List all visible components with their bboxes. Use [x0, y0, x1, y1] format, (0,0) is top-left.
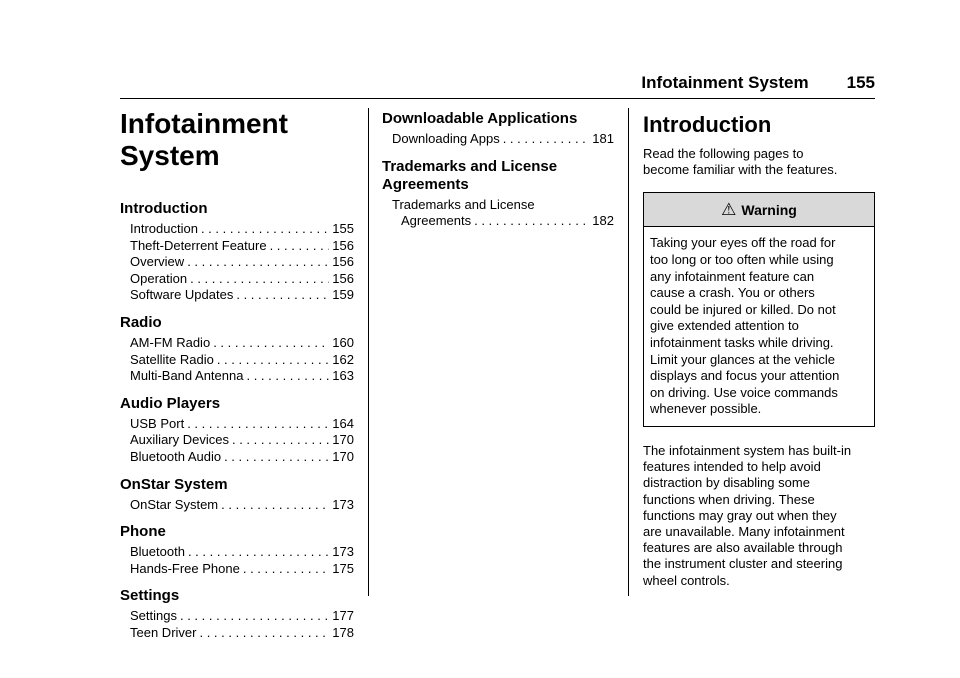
toc-entry-page: 164 — [332, 415, 354, 431]
column-divider — [368, 108, 369, 596]
column-divider — [628, 108, 629, 596]
toc-section-title: OnStar System — [120, 475, 228, 493]
toc-entry-label: Overview — [130, 254, 185, 270]
toc-leader-dots — [180, 608, 329, 625]
toc-entry-page: 160 — [332, 334, 354, 350]
text-line: the instrument cluster and steering — [643, 556, 843, 572]
warning-line: on driving. Use voice commands — [650, 384, 838, 400]
toc-entry-label: Software Updates — [130, 287, 234, 303]
toc-section-title-line: Trademarks and License — [382, 157, 558, 175]
toc-entry-page: 156 — [332, 270, 354, 286]
chapter-title-line: Infotainment — [120, 108, 288, 139]
text-line: features intended to help avoid — [643, 459, 821, 475]
page-header — [641, 73, 875, 93]
toc-section-title — [382, 158, 614, 194]
warning-line: too long or too often while using — [650, 252, 834, 267]
toc-entry[interactable] — [120, 497, 354, 514]
toc-entry-page: 182 — [592, 213, 614, 229]
toc-entry-page: 159 — [332, 287, 354, 303]
toc-entry-label: Operation — [130, 270, 188, 286]
page-number: 155 — [846, 73, 875, 92]
toc-entry[interactable] — [120, 368, 354, 385]
toc-entry[interactable] — [120, 271, 354, 288]
toc-entry[interactable] — [120, 352, 354, 369]
toc-entry-label: OnStar System — [130, 496, 219, 512]
toc-section-title: Introduction — [120, 200, 208, 217]
toc-entry-page: 170 — [332, 432, 354, 448]
toc-entry[interactable] — [120, 287, 354, 304]
chapter-title — [120, 108, 354, 172]
warning-box — [643, 192, 875, 427]
toc-leader-dots — [217, 352, 329, 369]
toc-entry-label: Bluetooth — [130, 544, 185, 560]
warning-line: Limit your glances at the vehicle — [650, 351, 835, 367]
toc-section-title: Radio — [120, 313, 162, 331]
toc-leader-dots — [246, 368, 329, 385]
text-line: are unavailable. Many infotainment — [643, 523, 845, 539]
toc-entry-label: Hands-Free Phone — [130, 560, 240, 576]
toc-entry[interactable] — [120, 221, 354, 238]
warning-header — [644, 193, 874, 227]
toc-entry[interactable] — [120, 238, 354, 255]
toc-entry-label: Auxiliary Devices — [130, 432, 229, 448]
toc-entry[interactable] — [382, 213, 614, 230]
toc-entry-page: 170 — [332, 448, 354, 464]
warning-triangle-icon: ⚠ — [721, 199, 737, 219]
toc-entry-page: 155 — [332, 221, 354, 236]
intro-column — [643, 108, 875, 589]
toc-entry-label: AM-FM Radio — [130, 334, 211, 350]
toc-entry[interactable] — [120, 625, 354, 642]
toc-entry-page: 163 — [332, 368, 354, 384]
toc-entry-page: 175 — [332, 560, 354, 576]
toc-entry[interactable] — [120, 449, 354, 466]
toc-entry-page: 173 — [332, 544, 354, 560]
toc-section-title: Phone — [120, 523, 166, 541]
toc-leader-dots — [224, 449, 329, 466]
toc-entry-first-line[interactable]: Trademarks and License — [392, 196, 535, 212]
text-line: functions may gray out when they — [643, 507, 837, 523]
toc-section-title: Audio Players — [120, 394, 221, 412]
toc-leader-dots — [270, 238, 330, 255]
toc-entry-page: 173 — [332, 496, 354, 512]
header-section-title: Infotainment System — [641, 73, 809, 92]
toc-leader-dots — [190, 271, 329, 288]
warning-line: Taking your eyes off the road for — [650, 235, 836, 251]
warning-line: displays and focus your attention — [650, 368, 840, 384]
toc-leader-dots — [232, 432, 329, 449]
text-line: Read the following pages to — [643, 146, 804, 161]
warning-line: infotainment tasks while driving. — [650, 334, 834, 350]
toc-entry-label: Theft-Deterrent Feature — [130, 237, 267, 253]
text-line: become familiar with the features. — [643, 162, 838, 178]
section-title: Introduction — [643, 112, 772, 137]
toc-leader-dots — [188, 544, 329, 561]
toc-entry[interactable] — [382, 131, 614, 148]
warning-line: any infotainment feature can — [650, 268, 815, 284]
toc-section-title: Downloadable Applications — [382, 110, 578, 127]
toc-entry-label: Downloading Apps — [392, 131, 500, 146]
header-rule — [120, 98, 875, 99]
warning-heading: Warning — [741, 201, 797, 218]
toc-section-title: Settings — [120, 587, 180, 605]
toc-leader-dots — [243, 561, 329, 578]
toc-entry-page: 177 — [332, 608, 354, 624]
text-line: distraction by disabling some — [643, 475, 810, 491]
toc-leader-dots — [213, 335, 329, 352]
toc-entry-page: 156 — [332, 254, 354, 270]
intro-paragraph — [643, 146, 875, 178]
toc-leader-dots — [236, 287, 329, 304]
toc-entry-page: 181 — [592, 131, 614, 146]
toc-entry-label: Bluetooth Audio — [130, 448, 222, 464]
toc-leader-dots — [187, 254, 329, 271]
toc-entry[interactable] — [120, 432, 354, 449]
toc-entry-label: Introduction — [130, 221, 198, 236]
warning-line: whenever possible. — [650, 401, 762, 417]
text-line: The infotainment system has built-in — [643, 442, 852, 458]
toc-leader-dots — [221, 497, 329, 514]
toc-entry-page: 162 — [332, 351, 354, 367]
toc-entry-label: Agreements — [401, 213, 472, 229]
toc-entry[interactable] — [120, 254, 354, 271]
text-line: functions when driving. These — [643, 491, 815, 507]
chapter-title-line: System — [120, 140, 220, 171]
toc-leader-dots — [199, 625, 329, 642]
toc-entry[interactable] — [120, 561, 354, 578]
toc-entry-label: USB Port — [130, 415, 185, 431]
toc-sections — [120, 200, 354, 642]
toc-leader-dots — [187, 416, 329, 433]
warning-line: give extended attention to — [650, 318, 799, 334]
toc-entry[interactable] — [120, 335, 354, 352]
toc-entry[interactable] — [120, 608, 354, 625]
text-line: wheel controls. — [643, 572, 730, 588]
toc-entry[interactable] — [120, 416, 354, 433]
toc-section-title-line: Agreements — [382, 175, 469, 193]
warning-text — [644, 227, 874, 426]
text-line: features are also available through — [643, 540, 843, 556]
toc-leader-dots — [201, 221, 329, 238]
warning-line: cause a crash. You or others — [650, 285, 815, 301]
toc-entry-label: Multi-Band Antenna — [130, 368, 244, 384]
toc-leader-dots — [503, 131, 590, 148]
toc-column-2 — [382, 110, 614, 230]
toc-entry-page: 178 — [332, 624, 354, 640]
toc-entry-page: 156 — [332, 237, 354, 253]
toc-entry[interactable] — [120, 544, 354, 561]
body-paragraph — [643, 443, 875, 589]
toc-leader-dots — [474, 213, 589, 230]
toc-entry-label: Settings — [130, 608, 177, 624]
toc-entry-label: Satellite Radio — [130, 351, 214, 367]
warning-line: could be injured or killed. Do not — [650, 301, 836, 317]
toc-column-1 — [120, 108, 354, 642]
toc-entry-label: Teen Driver — [130, 624, 197, 640]
